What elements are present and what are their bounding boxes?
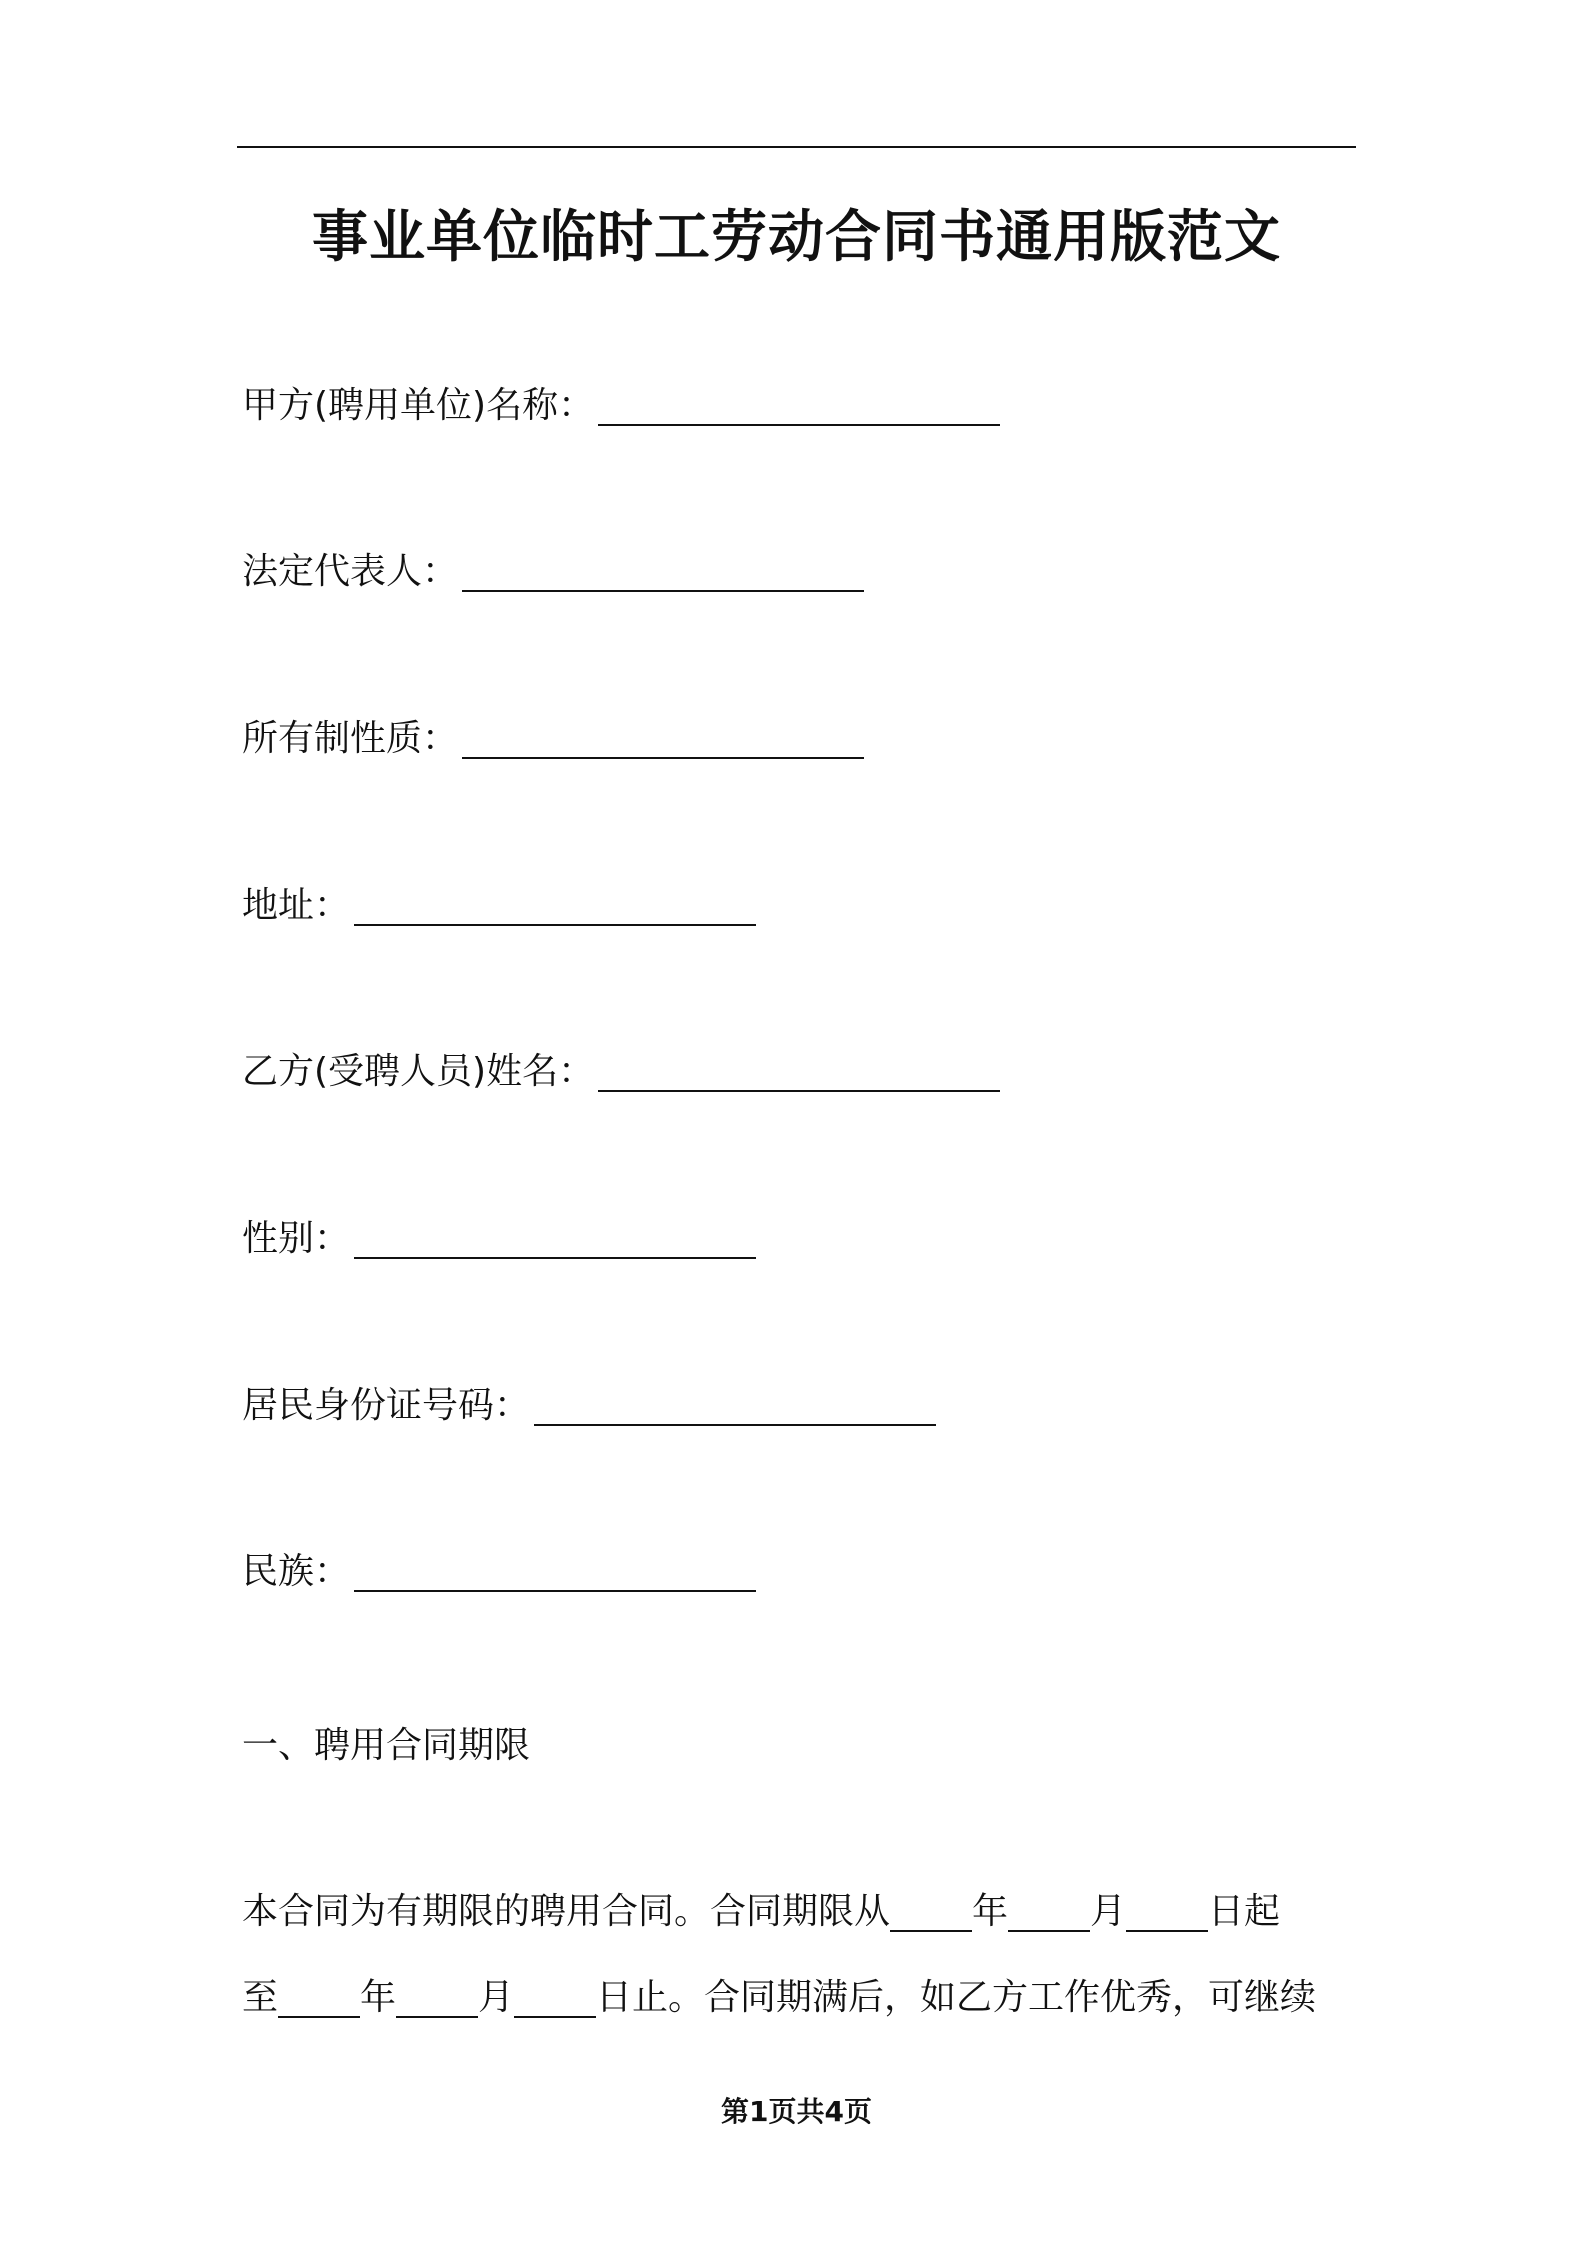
day-blank[interactable]	[514, 1982, 596, 2018]
fill-in-blank[interactable]	[354, 1556, 756, 1592]
field-label: 性别：	[242, 1218, 351, 1259]
field-label: 居民身份证号码：	[242, 1385, 531, 1426]
field-label: 所有制性质：	[242, 718, 459, 759]
section-heading: 一、聘用合同期限	[242, 1725, 531, 1766]
field-legal-representative	[242, 546, 864, 598]
document-title: 事业单位临时工劳动合同书通用版范文	[312, 205, 1281, 270]
field-employee-name	[242, 1046, 1000, 1098]
paragraph-text: 至	[242, 1977, 279, 2018]
fill-in-blank[interactable]	[462, 556, 864, 592]
paragraph-text: 本合同为有期限的聘用合同。合同期限从	[242, 1891, 891, 1932]
month-label: 月	[478, 1977, 515, 2018]
day-label: 日起	[1208, 1891, 1281, 1932]
field-label: 甲方(聘用单位)名称：	[242, 385, 595, 426]
year-label: 年	[360, 1977, 397, 2018]
page-number-footer: 第1页共4页	[721, 2095, 872, 2128]
paragraph-text: 日止。合同期满后，如乙方工作优秀，可继续	[596, 1977, 1317, 2018]
field-label: 地址：	[242, 885, 351, 926]
day-blank[interactable]	[1126, 1896, 1208, 1932]
fill-in-blank[interactable]	[534, 1390, 936, 1426]
field-id-number	[242, 1380, 936, 1432]
field-label: 法定代表人：	[242, 551, 459, 592]
field-address	[242, 880, 756, 932]
year-blank[interactable]	[890, 1896, 972, 1932]
paragraph-line-1	[242, 1886, 1356, 1938]
month-label: 月	[1090, 1891, 1127, 1932]
year-label: 年	[972, 1891, 1009, 1932]
field-ethnicity	[242, 1546, 756, 1598]
fill-in-blank[interactable]	[354, 1223, 756, 1259]
fill-in-blank[interactable]	[462, 723, 864, 759]
field-label: 民族：	[242, 1551, 351, 1592]
year-blank[interactable]	[278, 1982, 360, 2018]
header-rule	[237, 146, 1356, 148]
field-label: 乙方(受聘人员)姓名：	[242, 1051, 595, 1092]
paragraph-line-2	[242, 1972, 1356, 2024]
field-gender	[242, 1213, 756, 1265]
fill-in-blank[interactable]	[598, 1056, 1000, 1092]
month-blank[interactable]	[1008, 1896, 1090, 1932]
month-blank[interactable]	[396, 1982, 478, 2018]
fill-in-blank[interactable]	[354, 890, 756, 926]
field-employer-name	[242, 380, 1000, 432]
fill-in-blank[interactable]	[598, 390, 1000, 426]
field-ownership-nature	[242, 713, 864, 765]
